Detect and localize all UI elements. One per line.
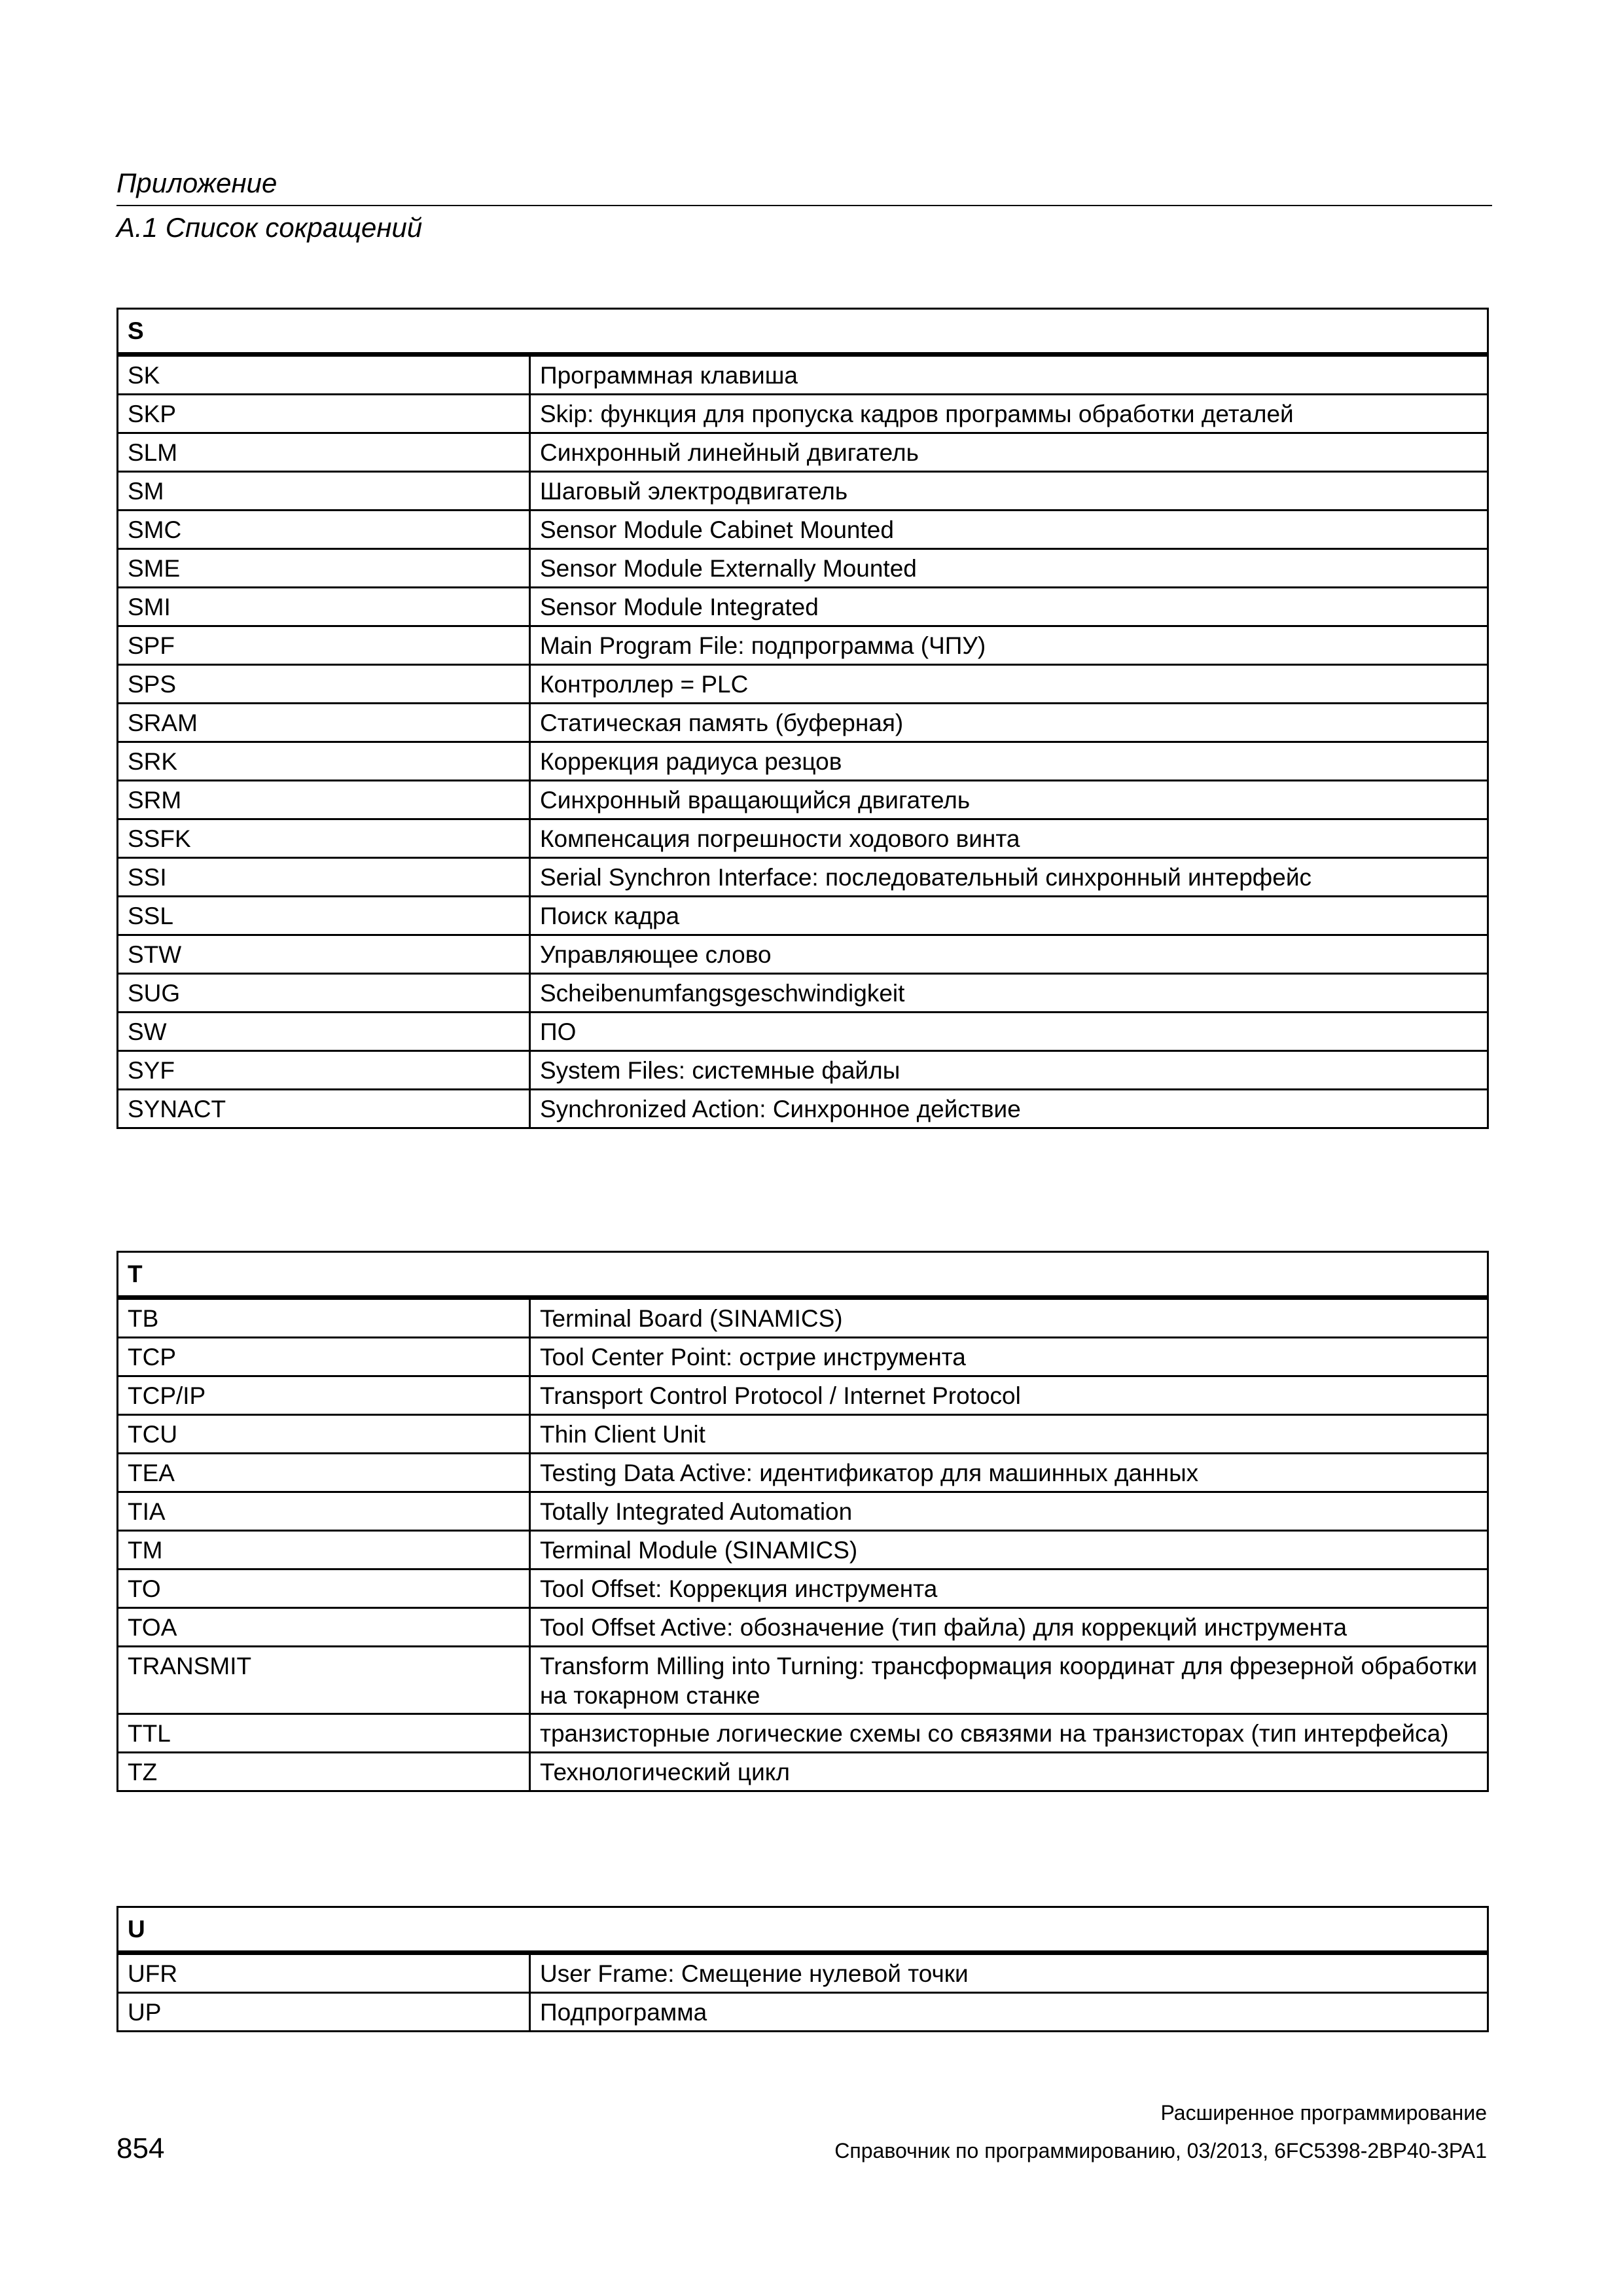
abbreviation-cell: SSFK xyxy=(118,819,530,858)
description-cell: Коррекция радиуса резцов xyxy=(530,742,1488,781)
description-cell: User Frame: Смещение нулевой точки xyxy=(530,1953,1488,1993)
description-cell: Технологический цикл xyxy=(530,1753,1488,1791)
table-row xyxy=(118,1415,1488,1454)
table-row xyxy=(118,472,1488,511)
table-row xyxy=(118,1298,1488,1338)
table-letter-heading: S xyxy=(118,309,1488,355)
description-cell: Контроллер = PLC xyxy=(530,665,1488,704)
table-row xyxy=(118,1531,1488,1570)
page-header xyxy=(116,164,1492,247)
abbreviation-table-s xyxy=(116,308,1489,1129)
table-row xyxy=(118,742,1488,781)
table-row xyxy=(118,974,1488,1013)
table-row xyxy=(118,665,1488,704)
abbreviation-cell: SSL xyxy=(118,897,530,935)
table-row xyxy=(118,1338,1488,1376)
table-row xyxy=(118,549,1488,588)
table-letter-header-row xyxy=(118,309,1488,355)
abbreviation-cell: TO xyxy=(118,1570,530,1608)
page-number: 854 xyxy=(116,2132,165,2164)
abbreviation-cell: UFR xyxy=(118,1953,530,1993)
description-cell: Синхронный вращающийся двигатель xyxy=(530,781,1488,819)
table-letter-header-row xyxy=(118,1252,1488,1298)
table-row xyxy=(118,511,1488,549)
table-row xyxy=(118,1090,1488,1128)
table-row xyxy=(118,935,1488,974)
table-letter-heading: U xyxy=(118,1907,1488,1953)
description-cell: Шаговый электродвигатель xyxy=(530,472,1488,511)
description-cell: Tool Offset Active: обозначение (тип файла) для коррекций инструмента xyxy=(530,1608,1488,1647)
abbreviation-cell: STW xyxy=(118,935,530,974)
table-row xyxy=(118,858,1488,897)
table-letter-header-row xyxy=(118,1907,1488,1953)
description-cell: Transport Control Protocol / Internet Protocol xyxy=(530,1376,1488,1415)
description-cell: Main Program File: подпрограмма (ЧПУ) xyxy=(530,626,1488,665)
description-cell: Terminal Board (SINAMICS) xyxy=(530,1298,1488,1338)
abbreviation-table-t xyxy=(116,1251,1489,1792)
abbreviation-cell: SM xyxy=(118,472,530,511)
abbreviation-cell: SSI xyxy=(118,858,530,897)
description-cell: Sensor Module Externally Mounted xyxy=(530,549,1488,588)
table-row xyxy=(118,1376,1488,1415)
description-cell: Sensor Module Cabinet Mounted xyxy=(530,511,1488,549)
abbreviation-cell: TCU xyxy=(118,1415,530,1454)
abbreviation-cell: TM xyxy=(118,1531,530,1570)
abbreviation-cell: TEA xyxy=(118,1454,530,1492)
chapter-title: Приложение xyxy=(116,168,277,198)
abbreviation-cell: SK xyxy=(118,355,530,395)
table-row xyxy=(118,1993,1488,2032)
description-cell: Tool Offset: Коррекция инструмента xyxy=(530,1570,1488,1608)
description-cell: ПО xyxy=(530,1013,1488,1051)
description-cell: Skip: функция для пропуска кадров программы обработки деталей xyxy=(530,395,1488,433)
description-cell: Программная клавиша xyxy=(530,355,1488,395)
description-cell: Tool Center Point: острие инструмента xyxy=(530,1338,1488,1376)
abbreviation-cell: TRANSMIT xyxy=(118,1647,530,1714)
abbreviation-cell: SKP xyxy=(118,395,530,433)
table-row xyxy=(118,588,1488,626)
footer-document-reference: Справочник по программированию, 03/2013, 6FC5398-2BP40-3PA1 xyxy=(834,2139,1487,2162)
description-cell: Sensor Module Integrated xyxy=(530,588,1488,626)
table-row xyxy=(118,1953,1488,1993)
abbreviation-cell: SME xyxy=(118,549,530,588)
table-row xyxy=(118,1492,1488,1531)
table-row xyxy=(118,355,1488,395)
description-cell: Synchronized Action: Синхронное действие xyxy=(530,1090,1488,1128)
abbreviation-cell: TOA xyxy=(118,1608,530,1647)
footer-book-title: Расширенное программирование xyxy=(1160,2101,1487,2125)
abbreviation-cell: TIA xyxy=(118,1492,530,1531)
description-cell: System Files: системные файлы xyxy=(530,1051,1488,1090)
description-cell: Поиск кадра xyxy=(530,897,1488,935)
abbreviation-cell: TB xyxy=(118,1298,530,1338)
abbreviation-cell: SLM xyxy=(118,433,530,472)
description-cell: Testing Data Active: идентификатор для машинных данных xyxy=(530,1454,1488,1492)
description-cell: Totally Integrated Automation xyxy=(530,1492,1488,1531)
description-cell: Thin Client Unit xyxy=(530,1415,1488,1454)
table-letter-heading: T xyxy=(118,1252,1488,1298)
table-row xyxy=(118,433,1488,472)
abbreviation-cell: SPS xyxy=(118,665,530,704)
abbreviation-cell: SW xyxy=(118,1013,530,1051)
table-row xyxy=(118,897,1488,935)
abbreviation-cell: SMI xyxy=(118,588,530,626)
abbreviation-cell: TZ xyxy=(118,1753,530,1791)
abbreviation-cell: SUG xyxy=(118,974,530,1013)
abbreviation-cell: SMC xyxy=(118,511,530,549)
abbreviation-cell: SPF xyxy=(118,626,530,665)
abbreviation-cell: TCP xyxy=(118,1338,530,1376)
table-row xyxy=(118,1013,1488,1051)
description-cell: Управляющее слово xyxy=(530,935,1488,974)
table-row xyxy=(118,626,1488,665)
table-row xyxy=(118,1051,1488,1090)
table-row xyxy=(118,1570,1488,1608)
abbreviation-cell: UP xyxy=(118,1993,530,2032)
abbreviation-cell: SYF xyxy=(118,1051,530,1090)
table-row xyxy=(118,1714,1488,1753)
abbreviation-cell: SRK xyxy=(118,742,530,781)
description-cell: Terminal Module (SINAMICS) xyxy=(530,1531,1488,1570)
description-cell: Подпрограмма xyxy=(530,1993,1488,2032)
description-cell: Scheibenumfangsgeschwindigkeit xyxy=(530,974,1488,1013)
table-row xyxy=(118,395,1488,433)
table-row xyxy=(118,1454,1488,1492)
table-row xyxy=(118,1647,1488,1714)
abbreviation-cell: SYNACT xyxy=(118,1090,530,1128)
description-cell: Transform Milling into Turning: трансформация координат для фрезерной обработки на токарном станке xyxy=(530,1647,1488,1714)
abbreviation-cell: TTL xyxy=(118,1714,530,1753)
abbreviation-cell: SRAM xyxy=(118,704,530,742)
description-cell: Компенсация погрешности ходового винта xyxy=(530,819,1488,858)
table-row xyxy=(118,704,1488,742)
section-title: A.1 Список сокращений xyxy=(116,212,423,243)
table-row xyxy=(118,1753,1488,1791)
abbreviation-cell: SRM xyxy=(118,781,530,819)
description-cell: Serial Synchron Interface: последовательный синхронный интерфейс xyxy=(530,858,1488,897)
abbreviation-cell: TCP/IP xyxy=(118,1376,530,1415)
description-cell: Синхронный линейный двигатель xyxy=(530,433,1488,472)
abbreviation-table-u xyxy=(116,1906,1489,2032)
description-cell: транзисторные логические схемы со связями на транзисторах (тип интерфейса) xyxy=(530,1714,1488,1753)
description-cell: Статическая память (буферная) xyxy=(530,704,1488,742)
table-row xyxy=(118,819,1488,858)
table-row xyxy=(118,1608,1488,1647)
header-divider xyxy=(116,205,1492,206)
table-row xyxy=(118,781,1488,819)
